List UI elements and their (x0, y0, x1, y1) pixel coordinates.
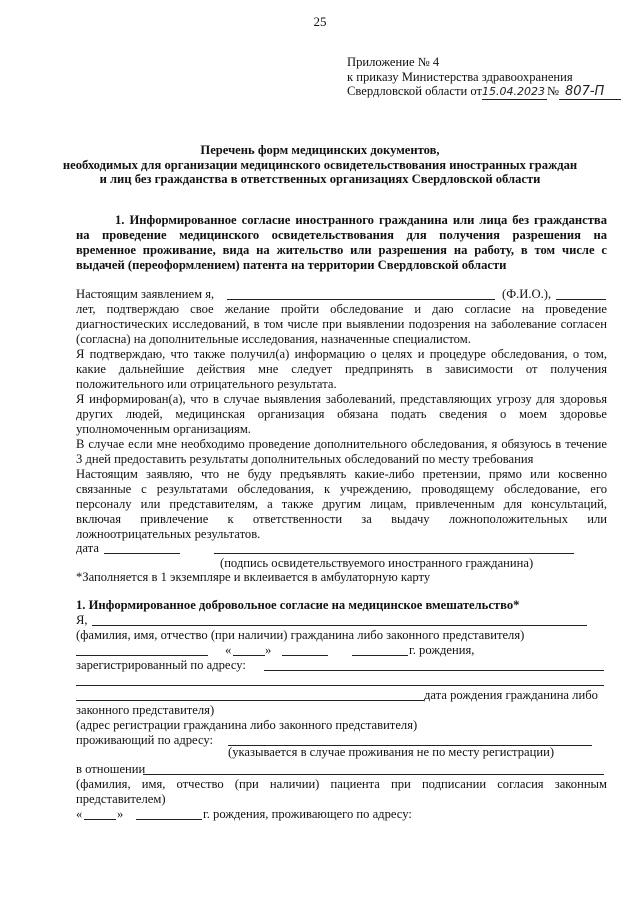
consent-l14: связанные с результатами обследования, к учреждению, проводящему обследование, его (76, 482, 607, 496)
title-line-3: и лиц без гражданства в ответственных организациях Свердловской области (99, 172, 541, 186)
birth-suffix: г. рождения, (409, 643, 475, 657)
age-blank[interactable] (556, 299, 606, 300)
consent-l8: Я информирован(а), что в случае выявления заболеваний, представляющих угрозу для здоровья (76, 392, 607, 406)
consent-l1a: Настоящим заявлением я, (76, 287, 215, 301)
consent-l11: В случае если мне необходимо проведение дополнительного обследования, я обязуюсь в течение (76, 437, 607, 451)
consent-l1b: (Ф.И.О.), (502, 287, 552, 301)
title-line-2: необходимых для организации медицинского освидетельствования иностранных граждан (62, 158, 578, 172)
date-open: « (225, 643, 232, 657)
last-date-open: « (76, 807, 83, 821)
date-label: дата (76, 541, 99, 555)
living-label: проживающий по адресу: (76, 733, 213, 747)
relation-label: в отношении (76, 762, 146, 776)
address-caption: (адрес регистрации гражданина либо законного представителя) (76, 718, 418, 732)
rep-blank-1[interactable] (76, 655, 208, 656)
section1-heading-line-3: временное проживание, вида на жительство или разрешения на работу, в том числе с (76, 243, 607, 257)
title-line-1: Перечень форм медицинских документов, (200, 143, 440, 157)
consent-l12: 3 дней предоставить результаты дополнительных обследований по месту требования (76, 452, 534, 466)
consent-l7: положительного или отрицательного результата. (76, 377, 337, 391)
consent-l17: ложноотрицательных результатов. (76, 527, 261, 541)
rep-label: законного представителя) (76, 703, 215, 717)
consent-l2: лет, подтверждаю свое желание пройти обследование и даю согласие на проведение (76, 302, 607, 316)
consent-l9: других людей, медицинская организация обязана подать сведения о моем здоровье (76, 407, 607, 421)
section2-heading: 1. Информированное добровольное согласие на медицинское вмешательство* (76, 598, 520, 612)
address-blank-1[interactable] (76, 685, 604, 686)
section1-heading-line-2: на проведение медицинского освидетельствования для получения разрешения на (76, 228, 607, 242)
relation-blank[interactable] (143, 774, 604, 775)
section1-heading-line-4: выдачей (переоформлением) патента на территории Свердловской области (76, 258, 507, 272)
fio-caption: (фамилия, имя, отчество (при наличии) гражданина либо законного представителя) (76, 628, 525, 642)
consent-l16: включая привлечение к ответственности за выдачу ложноположительных или (76, 512, 607, 526)
appendix-line-3 (347, 84, 621, 100)
fio-blank[interactable] (227, 299, 495, 300)
handwritten-date: 15.04.2023 (482, 84, 547, 100)
consent-l15: персоналу или представителям, а также другим лицам, привлеченным для консультаций, (76, 497, 607, 511)
last-month-year-blank[interactable] (136, 819, 202, 820)
consent-l10: уполномоченным организациям. (76, 422, 251, 436)
appendix-line-1: Приложение № 4 (347, 55, 440, 69)
name-blank[interactable] (92, 625, 587, 626)
appendix-line-2: к приказу Министерства здравоохранения (347, 70, 573, 84)
signature-blank[interactable] (214, 553, 574, 554)
date-blank[interactable] (104, 553, 180, 554)
living-caption: (указывается в случае проживания не по месту регистрации) (228, 745, 555, 759)
consent-l13: Настоящим заявляю, что не буду предъявлять какие-либо претензии, прямо или косвенно (76, 467, 607, 481)
month-blank[interactable] (282, 655, 328, 656)
consent-l6: какие дальнейшие действия мне следует предпринять в зависимости от получения (76, 362, 607, 376)
footnote: *Заполняется в 1 экземпляре и вклеивается в амбулаторную карту (76, 570, 431, 584)
section1-heading-line-1: 1. Информированное согласие иностранного гражданина или лица без гражданства (115, 213, 607, 227)
registered-blank[interactable] (264, 670, 604, 671)
consent-l3: диагностических исследований, в том числе при выявлении подозрения на заболевание согласен (76, 317, 607, 331)
handwritten-number: 807-П (559, 84, 621, 100)
patient-caption-2: представителем) (76, 792, 166, 806)
consent-l4: (согласна) на дополнительные исследования, назначенные специалистом. (76, 332, 471, 346)
day-blank[interactable] (233, 655, 265, 656)
last-day-blank[interactable] (84, 819, 116, 820)
last-suffix: г. рождения, проживающего по адресу: (203, 807, 412, 821)
address-blank-2[interactable] (76, 700, 424, 701)
page-number: 25 (313, 14, 327, 29)
signature-caption: (подпись освидетельствуемого иностранного гражданина) (220, 556, 534, 570)
consent-l5: Я подтверждаю, что также получил(а) информацию о целях и процедуре обследования, о том, (76, 347, 607, 361)
year-blank[interactable] (352, 655, 408, 656)
date-close: » (265, 643, 272, 657)
appendix-prefix: Свердловской области от (347, 84, 482, 98)
registered-label: зарегистрированный по адресу: (76, 658, 246, 672)
birth-rep-suffix: дата рождения гражданина либо (424, 688, 598, 702)
ya-label: Я, (76, 613, 88, 627)
patient-caption-1: (фамилия, имя, отчество (при наличии) пациента при подписании согласия законным (76, 777, 607, 791)
number-label: № (547, 84, 560, 98)
last-date-close: » (117, 807, 124, 821)
